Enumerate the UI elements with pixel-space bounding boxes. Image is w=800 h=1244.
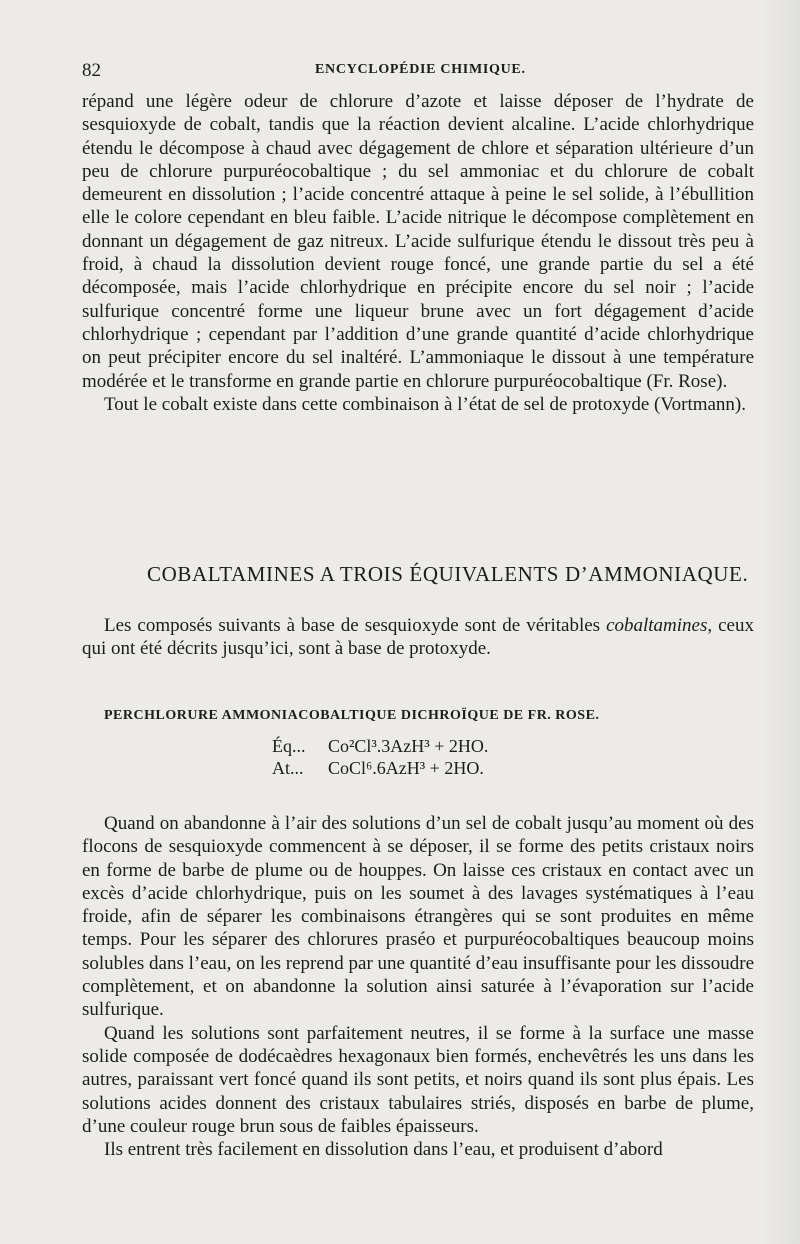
paragraph-dissolution: Ils entrent très facilement en dissolution dans l’eau, et produisent d’abord	[104, 1139, 663, 1161]
formula-text: Co²Cl³.3AzH³ + 2HO.	[328, 736, 489, 756]
intro-italic-term: cobaltamines	[606, 615, 708, 636]
intro-start: Les composés suivants à base de sesquioxyde sont de véritables	[104, 615, 607, 636]
text-block-top	[82, 90, 754, 416]
compound-title: PERCHLORURE AMMONIACOBALTIQUE DICHROÏQUE DE FR. ROSE.	[104, 708, 600, 723]
paragraph-vortmann: Tout le cobalt existe dans cette combinaison à l’état de sel de protoxyde (Vortmann).	[104, 393, 747, 415]
running-title: ENCYCLOPÉDIE CHIMIQUE.	[315, 62, 526, 77]
formula-text: CoCl⁶.6AzH³ + 2HO.	[328, 758, 484, 778]
intro-end: , ceux qui ont été décrits jusqu’ici, sont à base de protoxyde.	[82, 615, 754, 660]
page-header	[82, 60, 762, 84]
paragraph-crystals: Quand les solutions sont parfaitement neutres, il se forme à la surface une masse solide composée de dodécaèdres hexagonaux bien formés, enchevêtrés les uns dans les autres, paraissant vert foncé quand ils sont petits, et noirs quand ils sont plus épais. Les solutions acides donnent des cristaux tabulaires striés, disposés en barbe de plume, d’une couleur rouge brun sous de faibles épaisseurs.	[82, 1022, 754, 1137]
section-title: COBALTAMINES A TROIS ÉQUIVALENTS D’AMMONIAQUE.	[147, 562, 749, 586]
page-edge-shadow	[760, 0, 800, 1244]
page-number: 82	[82, 60, 101, 81]
formula-label: At...	[272, 758, 304, 778]
formula-row-equivalents	[272, 735, 488, 757]
paragraph-preparation: Quand on abandonne à l’air des solutions d’un sel de cobalt jusqu’au moment où des flocons de sesquioxyde commencent à se déposer, il se forme des petits cristaux noirs en forme de barbe de plume ou de houppes. On laisse ces cristaux en contact avec un excès d’acide chlorhydrique, puis on les soumet à des lavages systématiques à l’eau froide, afin de séparer les combinaisons étrangères qui se sont produites en même temps. Pour les séparer des chlorures praséo et purpuréocobaltiques beaucoup moins solubles dans l’eau, on les reprend par une quantité d’eau insuffisante pour les dissoudre complètement, et on abandonne la solution ainsi saturée à l’évaporation sur l’acide sulfurique.	[82, 813, 754, 1021]
intro-paragraph	[82, 614, 754, 661]
paragraph-continued: répand une légère odeur de chlorure d’azote et laisse déposer de l’hydrate de sesquioxyde de cobalt, tandis que la réaction devient alcaline. L’acide chlorhydrique étendu le décompose à chaud avec dégagement de chlore et séparation ultérieure d’un peu de chlorure purpuréocobaltique ; du sel ammoniac et du chlorure de cobalt demeurent en dissolution ; l’acide concentré attaque à peine le sel solide, à l’ébullition elle le colore cependant en bleu faible. L’acide nitrique le décompose complètement en donnant un dégagement de gaz nitreux. L’acide sulfurique étendu le dissout très peu à froid, à chaud la dissolution devient rouge foncé, une grande partie du sel a été décomposée, mais l’acide chlorhydrique en précipite encore du sel noir ; l’acide sulfurique concentré forme une liqueur brune avec un fort dégagement d’acide chlorhydrique ; cependant par l’addition d’une grande quantité d’acide chlorhydrique on peut précipiter encore du sel inaltéré. L’ammoniaque le dissout à une température modérée et le transforme en grande partie en chlorure purpuréocobaltique (Fr. Rose).	[82, 91, 754, 392]
section-intro	[82, 614, 754, 661]
formula-label: Éq...	[272, 736, 306, 756]
formula-row-atoms	[272, 757, 488, 779]
formula-block	[272, 735, 488, 779]
text-block-bottom	[82, 812, 754, 1161]
